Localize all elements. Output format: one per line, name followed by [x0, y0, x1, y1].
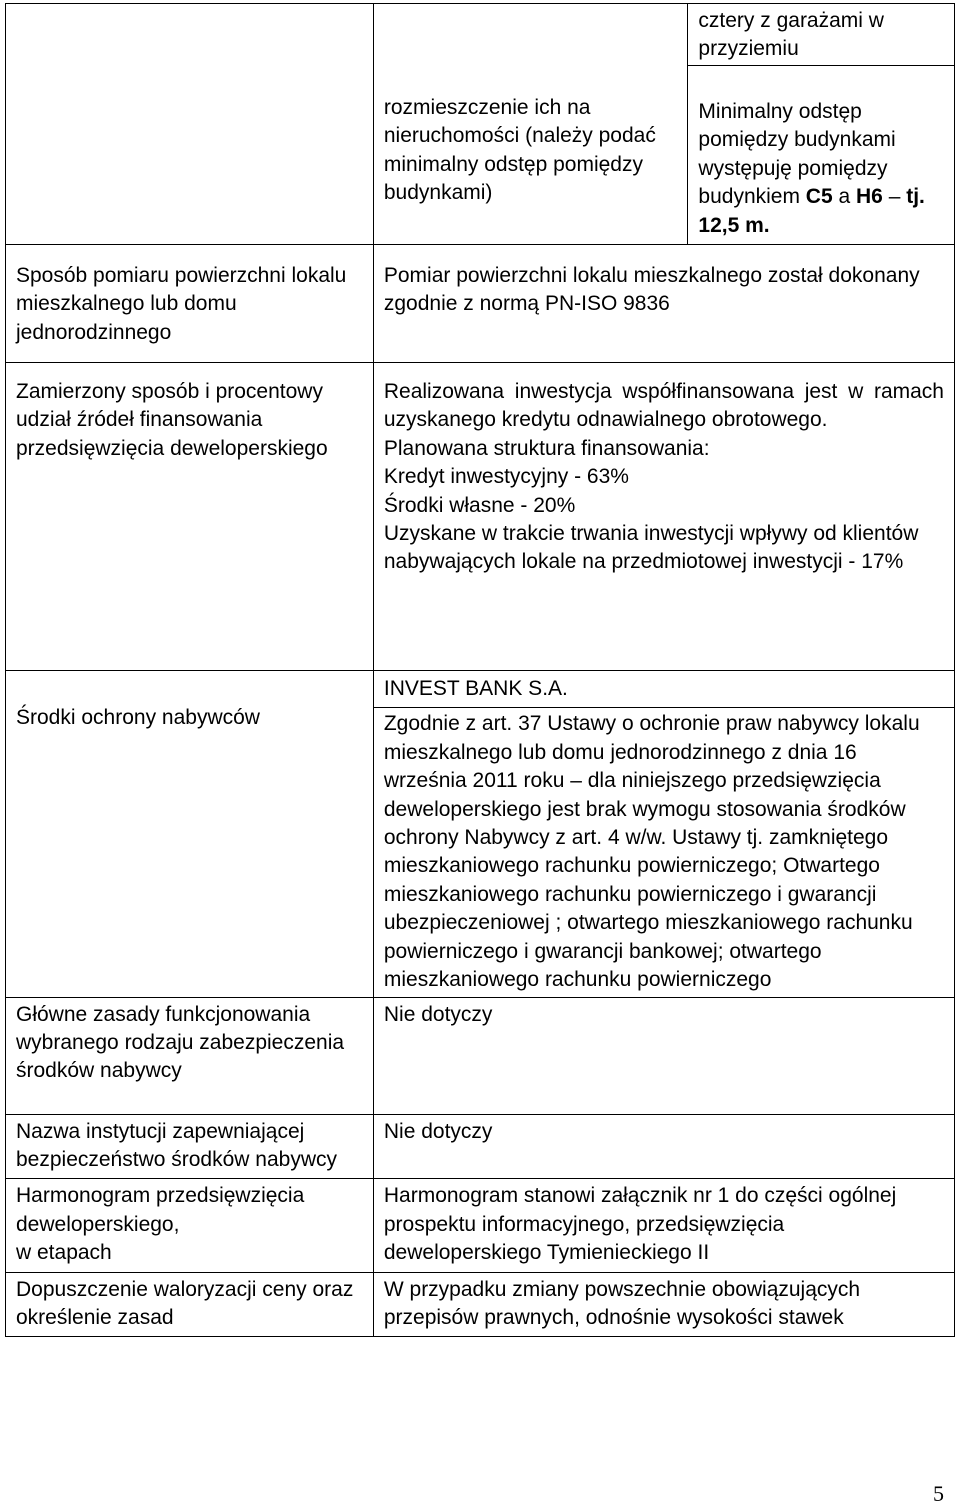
- financing-credit: Kredyt inwestycyjny - 63%: [383, 465, 629, 489]
- answer-building-h6: H6: [856, 185, 883, 209]
- prospectus-table: [5, 3, 955, 1337]
- row-question-cell: [373, 4, 688, 245]
- table-row-security-rules: [6, 997, 955, 1114]
- row-value-cell: [373, 1179, 954, 1272]
- answer-top-box: [688, 4, 954, 66]
- schedule-value: Harmonogram stanowi załącznik nr 1 do części ogólnej prospektu informacyjnego, przedsięwzięcia deweloperskiego Tymienieckiego II: [383, 1184, 897, 1265]
- table-row-buyer-protection: [6, 671, 955, 997]
- row-answer-cell: [688, 4, 955, 245]
- answer-dash: –: [882, 185, 901, 209]
- protection-text-box: [374, 708, 954, 996]
- bank-name: INVEST BANK S.A.: [383, 677, 568, 701]
- answer-distance: tj. 12,5 m.: [698, 185, 925, 237]
- answer-spacing-text: [698, 98, 944, 240]
- row-value-cell: [373, 1272, 954, 1337]
- table-row-schedule: [6, 1179, 955, 1272]
- row-label-cell: [6, 1114, 374, 1179]
- row-value-cell: [373, 671, 954, 997]
- measurement-value: Pomiar powierzchni lokalu mieszkalnego został dokonany zgodnie z normą PN-ISO 9836: [383, 264, 920, 316]
- row-value-cell: [373, 1114, 954, 1179]
- answer-prefix: Minimalny odstęp pomiędzy budynkami występuję pomiędzy budynkiem: [698, 100, 896, 209]
- answer-building-c5: C5: [805, 185, 833, 209]
- row-label-cell: [6, 1179, 374, 1272]
- bank-name-box: [374, 671, 954, 708]
- financing-intro: Realizowana inwestycja współfinansowana jest w ramach uzyskanego kredytu odnawialnego obrotowego.: [383, 380, 944, 432]
- institution-value: Nie dotyczy: [383, 1119, 493, 1143]
- row-value-cell: [373, 363, 954, 671]
- row-label-cell: [6, 363, 374, 671]
- table-row-security-institution: [6, 1114, 955, 1179]
- schedule-label: Harmonogram przedsięwzięcia deweloperskiego, w etapach: [16, 1184, 305, 1265]
- valorization-value: W przypadku zmiany powszechnie obowiązujących przepisów prawnych, odnośnie wysokości stawek: [383, 1277, 861, 1329]
- financing-structure-heading: Planowana struktura finansowania:: [383, 436, 710, 460]
- table-row-building-spacing: [6, 4, 955, 245]
- financing-label: Zamierzony sposób i procentowy udział źródeł finansowania przedsięwzięcia deweloperskiego: [16, 380, 328, 460]
- row-label-cell: [6, 245, 374, 363]
- protection-text: Zgodnie z art. 37 Ustawy o ochronie praw nabywcy lokalu mieszkalnego lub domu jednorodzinnego z dnia 16 września 2011 roku – dla niniejszego przedsięwzięcia deweloperskiego jest brak wymogu stosowania środków ochrony Nabywcy z art. 4 w/w. Ustawy tj. zamkniętego mieszkaniowego rachunku powierniczego; Otwartego mieszkaniowego rachunku powierniczego i gwarancji ubezpieczeniowej ; otwartego mieszkaniowego rachunku powierniczego i gwarancji bankowej; otwartego mieszkaniowego rachunku powierniczego: [383, 712, 920, 992]
- answer-top-text: cztery z garażami w przyziemiu: [698, 9, 884, 61]
- answer-mid: a: [832, 185, 857, 209]
- table-row-financing: [6, 363, 955, 671]
- question-text: rozmieszczenie ich na nieruchomości (należy podać minimalny odstęp pomiędzy budynkami): [383, 96, 656, 205]
- financing-own-funds: Środki własne - 20%: [383, 493, 576, 517]
- page-number: 5: [933, 1481, 944, 1506]
- row-label-cell: [6, 997, 374, 1114]
- row-label-empty: [6, 4, 374, 245]
- table-row-valorization: [6, 1272, 955, 1337]
- institution-label: Nazwa instytucji zapewniającej bezpieczeństwo środków nabywcy: [16, 1119, 337, 1171]
- measurement-label: Sposób pomiaru powierzchni lokalu mieszkalnego lub domu jednorodzinnego: [16, 264, 347, 344]
- row-label-cell: [6, 1272, 374, 1337]
- security-rules-value: Nie dotyczy: [383, 1002, 493, 1026]
- answer-spacing-box: [688, 66, 954, 244]
- row-value-cell: [373, 245, 954, 363]
- table-row-measurement: [6, 245, 955, 363]
- protection-label: Środki ochrony nabywców: [16, 706, 260, 730]
- valorization-label: Dopuszczenie waloryzacji ceny oraz określenie zasad: [16, 1277, 354, 1329]
- row-value-cell: [373, 997, 954, 1114]
- financing-client-inflows: Uzyskane w trakcie trwania inwestycji wpływy od klientów nabywających lokale na przedmiotowej inwestycji - 17%: [383, 522, 919, 574]
- row-label-cell: [6, 671, 374, 997]
- security-rules-label: Główne zasady funkcjonowania wybranego rodzaju zabezpieczenia środków nabywcy: [16, 1002, 345, 1083]
